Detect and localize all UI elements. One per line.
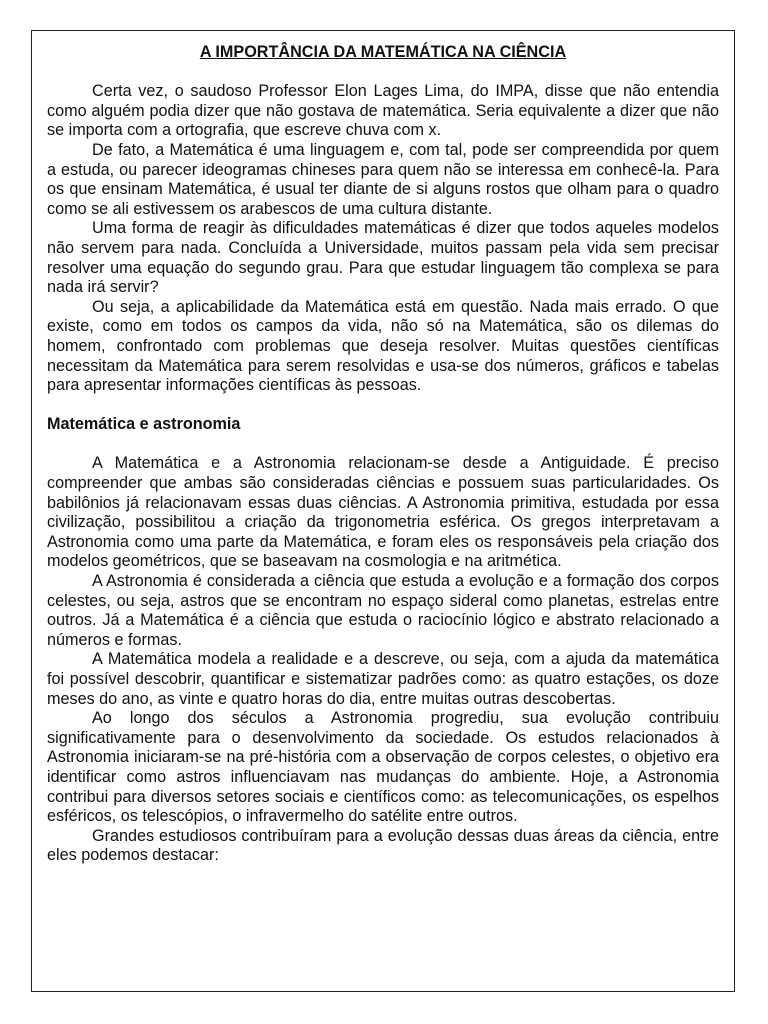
paragraph: Grandes estudiosos contribuíram para a evolução dessas duas áreas da ciência, entre eles podemos destacar: xyxy=(47,826,719,865)
paragraph: Ao longo dos séculos a Astronomia progrediu, sua evolução contribuiu significativamente para o desenvolvimento da sociedade. Os estudos relacionados à Astronomia iniciaram-se na pré-história com a observação de corpos celestes, o objetivo era identificar como astros influenciavam nas mudanças do ambiente. Hoje, a Astronomia contribui para diversos setores sociais e científicos como: as telecomunicações, os espelhos esféricos, os telescópios, o infravermelho do satélite entre outros. xyxy=(47,709,719,826)
paragraph: Certa vez, o saudoso Professor Elon Lages Lima, do IMPA, disse que não entendia como alguém podia dizer que não gostava de matemática. Seria equivalente a dizer que não se importa com a ortografia, que escreve chuva com x. xyxy=(47,82,719,140)
paragraph: A Matemática e a Astronomia relacionam-se desde a Antiguidade. É preciso compreender que ambas são consideradas ciências e possuem suas particularidades. Os babilônios já relacionavam essas duas ciências. A Astronomia primitiva, estudada por essa civilização, possibilitou a criação da trigonometria esférica. Os gregos interpretavam a Astronomia como uma parte da Matemática, e foram eles os responsáveis pela criação dos modelos geométricos, que se baseavam na cosmologia e na aritmética. xyxy=(47,454,719,571)
document-title: A IMPORTÂNCIA DA MATEMÁTICA NA CIÊNCIA xyxy=(199,43,567,61)
paragraph: Uma forma de reagir às dificuldades matemáticas é dizer que todos aqueles modelos não servem para nada. Concluída a Universidade, muitos passam pela vida sem precisar resolver uma equação do segundo grau. Para que estudar linguagem tão complexa se para nada irá servir? xyxy=(47,219,719,297)
paragraph: A Astronomia é considerada a ciência que estuda a evolução e a formação dos corpos celestes, ou seja, astros que se encontram no espaço sideral como planetas, estrelas entre outros. Já a Matemática é a ciência que estuda o raciocínio lógico e abstrato relacionado a números e formas. xyxy=(47,572,719,649)
section-heading: Matemática e astronomia xyxy=(47,415,241,434)
paragraph: A Matemática modela a realidade e a descreve, ou seja, com a ajuda da matemática foi possível descobrir, quantificar e sistematizar padrões como: as quatro estações, os doze meses do ano, as vinte e quatro horas do dia, entre muitas outras descobertas. xyxy=(47,650,719,708)
paragraph: Ou seja, a aplicabilidade da Matemática está em questão. Nada mais errado. O que existe, como em todos os campos da vida, não só na Matemática, são os dilemas do homem, confrontado com problemas que deseja resolver. Muitas questões científicas necessitam da Matemática para serem resolvidas e usa-se dos números, gráficos e tabelas para apresentar informações científicas às pessoas. xyxy=(47,297,719,395)
document-page xyxy=(31,30,735,992)
paragraph: De fato, a Matemática é uma linguagem e, com tal, pode ser compreendida por quem a estuda, ou parecer ideogramas chineses para quem não se interessa em conhecê-la. Para os que ensinam Matemática, é usual ter diante de si alguns rostos que olham para o quadro como se ali estivessem os arabescos de uma cultura distante. xyxy=(47,140,719,218)
